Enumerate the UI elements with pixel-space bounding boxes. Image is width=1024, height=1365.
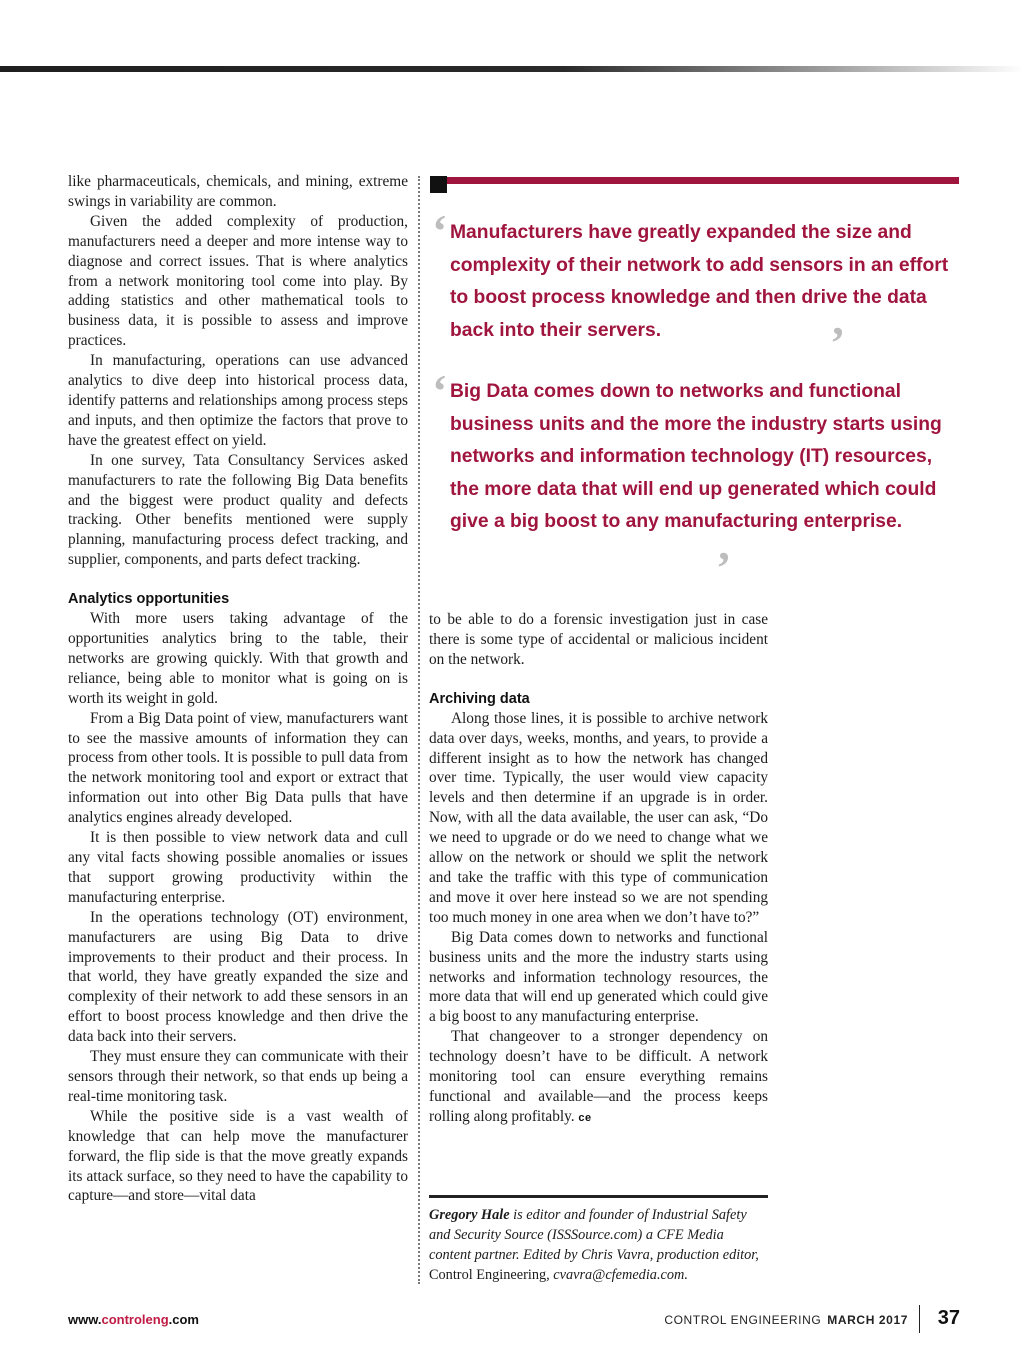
open-quote-icon: ‘ bbox=[432, 365, 448, 416]
url-prefix: www. bbox=[68, 1312, 102, 1327]
publication-name: CONTROL ENGINEERING bbox=[664, 1313, 822, 1327]
paragraph: to be able to do a forensic investigation just in case there is some type of accidental or malicious incident on the network. bbox=[429, 611, 768, 668]
pullquote-marker bbox=[430, 176, 447, 193]
bio-text: is editor and founder of Industrial Safety and Security Source (ISSSource.com) a CFE Media content partner. Edited by Chris Vavra, production editor, bbox=[429, 1207, 759, 1263]
author-bio bbox=[429, 1206, 768, 1286]
pullquote-rule bbox=[447, 177, 959, 184]
paragraph: They must ensure they can communicate with their sensors through their network, so that ends up being a real-time monitoring task. bbox=[68, 1048, 408, 1105]
paragraph: In manufacturing, operations can use advanced analytics to dive deep into historical process data, identify patterns and relationships among process steps and inputs, and then optimize the factors that prove to have the greatest effect on yield. bbox=[68, 352, 408, 449]
column-divider bbox=[418, 176, 420, 1284]
top-header-rule bbox=[0, 66, 1024, 72]
paragraph bbox=[429, 1027, 768, 1129]
close-quote-icon: ’ bbox=[716, 542, 732, 593]
paragraph: With more users taking advantage of the opportunities analytics bring to the table, their networks are growing quickly. With that growth and reliance, being able to monitor what is going on is worth its weight in gold. bbox=[68, 610, 408, 707]
pullquote-2: Big Data comes down to networks and functional business units and the more the industry starts using networks and information technology (IT) resources, the more data that will end up generated which could give a big boost to any manufacturing enterprise. bbox=[450, 381, 942, 532]
paragraph: From a Big Data point of view, manufacturers want to see the massive amounts of information they can process from other tools. It is possible to pull data from the network monitoring tool and export or extract that information out into other Big Data pulls that have analytics engines already developed. bbox=[68, 709, 408, 827]
subhead-analytics-opportunities: Analytics opportunities bbox=[68, 591, 230, 608]
author-name: Gregory Hale bbox=[429, 1207, 510, 1223]
footer-separator bbox=[919, 1305, 920, 1333]
paragraph: Big Data comes down to networks and functional business units and the more the industry starts using networks and information technology resources, the more data that will end up generated which could give a big boost to any manufacturing enterprise. bbox=[429, 928, 768, 1026]
close-quote-icon: ’ bbox=[830, 317, 846, 368]
paragraph: like pharmaceuticals, chemicals, and mining, extreme swings in variability are common. bbox=[68, 173, 408, 210]
subhead-archiving-data: Archiving data bbox=[429, 690, 530, 707]
paragraph: Along those lines, it is possible to archive network data over days, weeks, months, and years, to provide a different insight as to how the network has changed over time. Typically, the user would view capacity levels and then determine if an upgrade is in order. Now, with all the data available, the user can ask, “Do we need to upgrade or do we need to change what we allow on the network or should we split the network and take the traffic with this type of communication and move it over here instead so we are not spending too much money in one area when we don’t have to?” bbox=[429, 709, 768, 926]
right-column bbox=[429, 610, 768, 1129]
url-suffix: .com bbox=[168, 1312, 199, 1327]
end-mark-ce: ce bbox=[578, 1111, 592, 1124]
publication-line bbox=[664, 1313, 908, 1327]
open-quote-icon: ‘ bbox=[432, 205, 448, 256]
paragraph: Given the added complexity of production, manufacturers need a deeper and more intense way to diagnose and correct issues. That is where analytics from a network monitoring tool come into play. By adding statistics and other mathematical tools to business data, it is possible to assess and improve practices. bbox=[68, 212, 408, 350]
page-footer bbox=[68, 1309, 960, 1333]
website-link[interactable] bbox=[68, 1312, 199, 1327]
paragraph: In one survey, Tata Consultancy Services asked manufacturers to rate the following Big Data benefits and the biggest were product quality and defects tracking. Other benefits mentioned were supply planning, manufacturing process defect tracking, and supplier, components, and parts defect tracking. bbox=[68, 451, 408, 569]
bio-rule bbox=[429, 1195, 768, 1198]
paragraph-text: That changeover to a stronger dependency on technology doesn’t have to be difficult. A network monitoring tool can ensure everything remains functional and available—and the process keeps rolling along profitably. bbox=[429, 1028, 768, 1125]
bio-text: , cvavra@cfemedia.com. bbox=[546, 1266, 688, 1283]
paragraph: It is then possible to view network data and cull any vital facts showing possible anomalies or issues that support growing productivity within the manufacturing enterprise. bbox=[68, 829, 408, 906]
bio-publication: Control Engineering bbox=[429, 1266, 547, 1283]
paragraph: While the positive side is a vast wealth of knowledge that can help move the manufacturer forward, the flip side is that the move greatly expands its attack surface, so they need to have the capability to capture—and store—vital data bbox=[68, 1107, 408, 1205]
left-column bbox=[68, 172, 408, 1206]
paragraph: In the operations technology (OT) environment, manufacturers are using Big Data to drive improvements to their product and their process. In that world, they have greatly expanded the size and complexity of their network to add these sensors in an effort to boost process knowledge and then drive the data back into their servers. bbox=[68, 908, 408, 1046]
page-number: 37 bbox=[937, 1307, 960, 1329]
url-brand: controleng bbox=[101, 1312, 169, 1327]
pullquote-1: Manufacturers have greatly expanded the size and complexity of their network to add sensors in an effort to boost process knowledge and then drive the data back into their servers. bbox=[450, 222, 949, 341]
issue-date: MARCH 2017 bbox=[827, 1313, 908, 1327]
